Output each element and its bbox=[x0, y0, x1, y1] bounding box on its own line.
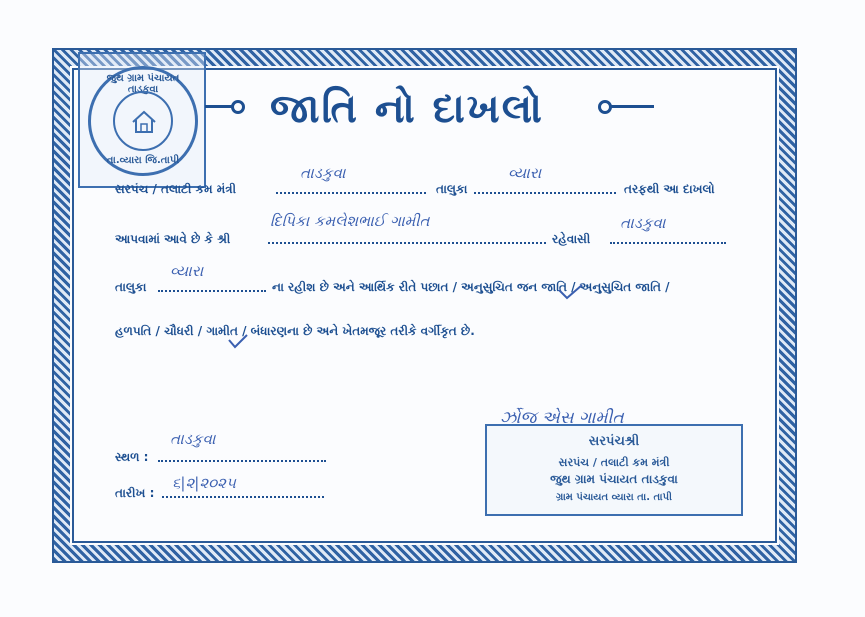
seal-bottom-text: તા.વ્યારા જિ.તાપી bbox=[106, 155, 180, 166]
building-icon bbox=[131, 109, 157, 135]
seal-top-text: જુથ ગ્રામ પંચાયત તાડકુવા bbox=[106, 73, 180, 95]
handwritten-date: ૬|૨|૨૦૨૫ bbox=[172, 474, 236, 492]
line1-suffix: તરફથી આ દાખલો bbox=[624, 182, 715, 196]
handwritten-residence: તાડકુવા bbox=[620, 214, 666, 232]
line2-dots-residence bbox=[610, 242, 726, 244]
stamp-place: ગ્રામ પંચાયત વ્યારા તા. તાપી bbox=[556, 492, 672, 503]
line2-dots-name bbox=[268, 242, 546, 244]
checkmark-icon-2 bbox=[226, 332, 250, 352]
handwritten-taluka-2: વ્યારા bbox=[170, 262, 204, 280]
date-label: તારીખ : bbox=[115, 486, 155, 500]
date-dots bbox=[162, 496, 324, 498]
checkmark-icon bbox=[556, 282, 586, 302]
place-label: સ્થળ : bbox=[115, 450, 149, 464]
handwritten-taluka: વ્યારા bbox=[508, 164, 542, 182]
handwritten-village: તાડકુવા bbox=[300, 164, 346, 182]
line2-suffix: રહેવાસી bbox=[552, 232, 591, 246]
handwritten-name: દિપિકા કમલેશભાઈ ગામીત bbox=[270, 212, 430, 230]
seal-outer-circle bbox=[88, 66, 198, 176]
handwritten-place: તાડકુવા bbox=[170, 430, 216, 448]
place-dots bbox=[158, 460, 326, 462]
stamp-role: સરપંચ / તલાટી કમ મંત્રી bbox=[558, 456, 670, 469]
line3-prefix: તાલુકા bbox=[115, 280, 147, 294]
line3-suffix: ના રહીશ છે અને આર્થિક રીતે પછાત / અનુસુચિત જન જાતિ / અનુસુચિત જાતિ / bbox=[272, 280, 670, 294]
line4-text: હળપતિ / ચૌધરી / ગામીત / બંધારણના છે અને ખેતમજૂર તરીકે વર્ગીકૃત છે. bbox=[115, 324, 475, 338]
line1-taluka-label: તાલુકા bbox=[436, 182, 468, 196]
handwritten-signature: ર્ઝોજ એસ ગામીત bbox=[500, 408, 624, 428]
certificate-title: જાતિ નો દાખલો bbox=[270, 86, 544, 132]
title-flourish-right bbox=[598, 100, 658, 114]
seal-inner-circle bbox=[113, 91, 173, 151]
office-stamp bbox=[485, 424, 743, 516]
title-flourish-left bbox=[205, 100, 245, 114]
line2-prefix: આપવામાં આવે છે કે શ્રી bbox=[115, 232, 231, 246]
line3-dots-taluka bbox=[158, 290, 266, 292]
village-seal-stamp bbox=[78, 52, 206, 188]
line1-prefix: સરપંચ / તલાટી કમ મંત્રી bbox=[115, 182, 237, 196]
line1-dots-village bbox=[276, 192, 426, 194]
stamp-title: સરપંચશ્રી bbox=[588, 434, 640, 449]
line1-dots-taluka bbox=[474, 192, 616, 194]
stamp-office: જુથ ગ્રામ પંચાયત તાડકુવા bbox=[550, 472, 678, 486]
